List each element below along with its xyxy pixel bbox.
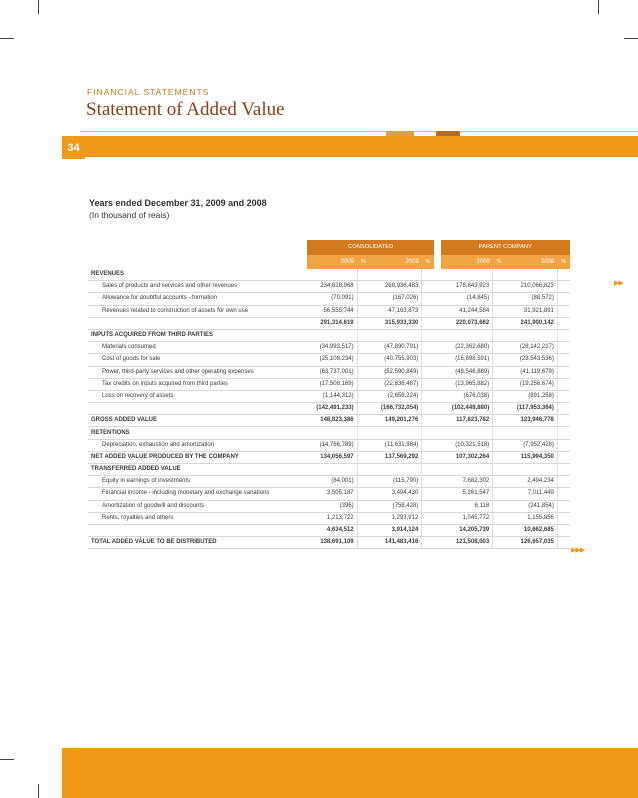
row-label	[88, 317, 307, 329]
value-cell: (34,993,517)	[307, 342, 357, 354]
value-cell: (25,108,234)	[307, 354, 357, 366]
value-cell: 3,505,187	[307, 488, 357, 500]
value-cell: (13,965,882)	[441, 378, 493, 390]
value-cell: 1,293,912	[370, 512, 422, 524]
percent-cell	[557, 378, 570, 390]
percent-cell	[493, 403, 506, 415]
footer-band	[62, 748, 638, 798]
percent-cell	[422, 476, 435, 488]
percent-cell	[557, 269, 570, 281]
percent-cell	[557, 451, 570, 463]
value-cell: 121,508,003	[441, 537, 493, 549]
table-row	[88, 366, 570, 378]
percent-cell	[557, 415, 570, 427]
percent-cell	[557, 281, 570, 293]
percent-cell	[422, 500, 435, 512]
year-header: 2009	[307, 255, 357, 269]
percent-cell	[357, 293, 370, 305]
percent-cell	[493, 329, 506, 341]
value-cell: 291,314,619	[307, 317, 357, 329]
percent-cell	[357, 439, 370, 451]
value-cell: (891,258)	[505, 390, 557, 402]
percent-cell	[557, 329, 570, 341]
value-cell	[505, 464, 557, 476]
table-row	[88, 378, 570, 390]
value-cell: (7,952,428)	[505, 439, 557, 451]
value-cell	[505, 269, 557, 281]
value-cell	[370, 464, 422, 476]
percent-cell	[357, 500, 370, 512]
value-cell: (48,546,889)	[441, 366, 493, 378]
percent-cell	[493, 464, 506, 476]
percent-cell	[422, 329, 435, 341]
value-cell: 10,662,685	[505, 524, 557, 536]
year-header-row	[88, 255, 570, 269]
table-row	[88, 415, 570, 427]
row-label: Rents, royalties and others	[88, 512, 307, 524]
value-cell: (102,449,880)	[441, 403, 493, 415]
row-label	[88, 524, 307, 536]
percent-cell	[493, 500, 506, 512]
percent-cell	[422, 403, 435, 415]
percent-cell	[557, 439, 570, 451]
table-row	[88, 317, 570, 329]
value-cell: (16,898,591)	[441, 354, 493, 366]
group-consolidated: CONSOLIDATED	[307, 240, 434, 255]
percent-cell	[422, 427, 435, 439]
percent-cell	[357, 281, 370, 293]
value-cell: 5,261,547	[441, 488, 493, 500]
value-cell: 234,828,968	[307, 281, 357, 293]
title-divider	[80, 131, 638, 132]
value-cell: 1,213,722	[307, 512, 357, 524]
value-cell: (1,144,312)	[307, 390, 357, 402]
table-row	[88, 439, 570, 451]
value-cell: (758,428)	[370, 500, 422, 512]
value-cell: (28,543,536)	[505, 354, 557, 366]
percent-header: %	[493, 255, 506, 269]
table-row	[88, 329, 570, 341]
value-cell: 241,900,142	[505, 317, 557, 329]
row-label	[88, 403, 307, 415]
row-label: REVENUES	[88, 269, 307, 281]
percent-cell	[493, 317, 506, 329]
row-label: Power, third-party services and other operating expenses	[88, 366, 307, 378]
percent-cell	[493, 342, 506, 354]
value-cell: (19,256,674)	[505, 378, 557, 390]
value-cell: 138,691,109	[307, 537, 357, 549]
percent-cell	[557, 500, 570, 512]
percent-cell	[557, 524, 570, 536]
value-cell: (117,953,364)	[505, 403, 557, 415]
percent-cell	[357, 451, 370, 463]
value-cell: (166,732,054)	[370, 403, 422, 415]
percent-cell	[422, 354, 435, 366]
percent-cell	[557, 354, 570, 366]
percent-cell	[493, 269, 506, 281]
percent-cell	[493, 439, 506, 451]
percent-cell	[422, 524, 435, 536]
row-label: TRANSFERRED ADDED VALUE	[88, 464, 307, 476]
percent-cell	[493, 488, 506, 500]
value-cell: 210,066,823	[505, 281, 557, 293]
percent-cell	[557, 390, 570, 402]
units-note: (In thousand of reais)	[89, 210, 170, 220]
value-cell: 3,494,430	[370, 488, 422, 500]
value-cell: (10,321,518)	[441, 439, 493, 451]
value-cell	[441, 329, 493, 341]
value-cell: 7,882,302	[441, 476, 493, 488]
percent-cell	[422, 464, 435, 476]
row-label: Cost of goods for sale	[88, 354, 307, 366]
percent-cell	[422, 366, 435, 378]
value-cell: (14,766,789)	[307, 439, 357, 451]
percent-cell	[557, 403, 570, 415]
percent-cell	[493, 415, 506, 427]
value-cell: (241,854)	[505, 500, 557, 512]
percent-cell	[357, 366, 370, 378]
percent-cell	[422, 317, 435, 329]
percent-cell	[493, 305, 506, 317]
percent-cell	[357, 269, 370, 281]
percent-cell	[493, 366, 506, 378]
table-row	[88, 281, 570, 293]
value-cell	[505, 427, 557, 439]
value-cell: 149,201,276	[370, 415, 422, 427]
row-label: Loss on recovery of assets	[88, 390, 307, 402]
percent-cell	[493, 451, 506, 463]
percent-cell	[493, 524, 506, 536]
percent-cell	[357, 354, 370, 366]
percent-cell	[557, 512, 570, 524]
table-row	[88, 537, 570, 549]
value-cell: 3,914,124	[370, 524, 422, 536]
value-cell: (11,631,984)	[370, 439, 422, 451]
percent-cell	[422, 488, 435, 500]
value-cell	[441, 427, 493, 439]
percent-cell	[357, 317, 370, 329]
percent-cell	[357, 512, 370, 524]
row-label: Tax credits on inputs acquired from third parties	[88, 378, 307, 390]
percent-cell	[422, 342, 435, 354]
percent-cell	[357, 390, 370, 402]
value-cell: 31,921,891	[505, 305, 557, 317]
value-cell: 117,623,782	[441, 415, 493, 427]
value-cell	[505, 329, 557, 341]
value-cell: (47,890,791)	[370, 342, 422, 354]
value-cell: (167,026)	[370, 293, 422, 305]
percent-cell	[422, 439, 435, 451]
percent-cell	[422, 390, 435, 402]
percent-cell	[557, 476, 570, 488]
crop-mark	[0, 759, 14, 760]
page-title: Statement of Added Value	[86, 99, 285, 120]
percent-header: %	[422, 255, 435, 269]
value-cell: (22,362,680)	[441, 342, 493, 354]
value-cell	[307, 269, 357, 281]
year-header: 2008	[505, 255, 557, 269]
value-cell: (52,590,849)	[370, 366, 422, 378]
value-cell: 268,936,483	[370, 281, 422, 293]
percent-cell	[557, 293, 570, 305]
percent-cell	[557, 464, 570, 476]
percent-cell	[557, 305, 570, 317]
row-label: NET ADDED VALUE PRODUCED BY THE COMPANY	[88, 451, 307, 463]
year-header: 2009	[441, 255, 493, 269]
value-cell	[441, 464, 493, 476]
statement-table	[88, 240, 570, 549]
row-label: Materials consumed	[88, 342, 307, 354]
percent-cell	[493, 512, 506, 524]
row-label: Depreciation, exhaustion and amortization	[88, 439, 307, 451]
percent-cell	[493, 476, 506, 488]
value-cell: (2,658,224)	[370, 390, 422, 402]
row-label: GROSS ADDED VALUE	[88, 415, 307, 427]
value-cell: 137,569,292	[370, 451, 422, 463]
crop-mark	[624, 38, 638, 39]
value-cell: (70,091)	[307, 293, 357, 305]
value-cell: 6,118	[441, 500, 493, 512]
value-cell: 178,843,923	[441, 281, 493, 293]
header-band	[85, 136, 638, 157]
percent-cell	[357, 403, 370, 415]
table-row	[88, 512, 570, 524]
value-cell: (17,508,169)	[307, 378, 357, 390]
percent-header: %	[357, 255, 370, 269]
value-cell	[370, 427, 422, 439]
value-cell	[370, 329, 422, 341]
group-header-row	[88, 240, 570, 255]
percent-cell	[357, 329, 370, 341]
value-cell: (14,845)	[441, 293, 493, 305]
percent-cell	[422, 512, 435, 524]
row-label: TOTAL ADDED VALUE TO BE DISTRIBUTED	[88, 537, 307, 549]
table-row	[88, 293, 570, 305]
percent-cell	[493, 378, 506, 390]
value-cell: 115,994,350	[505, 451, 557, 463]
value-cell	[370, 269, 422, 281]
row-label: Revenues related to construction of assets for own use	[88, 305, 307, 317]
table-row	[88, 269, 570, 281]
percent-cell	[422, 537, 435, 549]
percent-cell	[493, 281, 506, 293]
percent-cell	[357, 476, 370, 488]
table-row	[88, 354, 570, 366]
percent-cell	[493, 537, 506, 549]
value-cell: (142,491,233)	[307, 403, 357, 415]
percent-cell	[357, 464, 370, 476]
percent-cell	[493, 390, 506, 402]
percent-header: %	[557, 255, 570, 269]
row-label: INPUTS ACQUIRED FROM THIRD PARTIES	[88, 329, 307, 341]
value-cell	[441, 269, 493, 281]
percent-cell	[357, 524, 370, 536]
percent-cell	[357, 342, 370, 354]
year-header: 2008	[370, 255, 422, 269]
table-row	[88, 427, 570, 439]
percent-cell	[557, 317, 570, 329]
value-cell: 1,045,772	[441, 512, 493, 524]
percent-cell	[357, 488, 370, 500]
percent-cell	[422, 269, 435, 281]
table-row	[88, 390, 570, 402]
crop-mark	[38, 784, 39, 798]
value-cell: (115,790)	[370, 476, 422, 488]
percent-cell	[422, 378, 435, 390]
value-cell: (63,737,001)	[307, 366, 357, 378]
period-heading: Years ended December 31, 2009 and 2008	[89, 198, 267, 208]
crop-mark	[598, 0, 599, 14]
percent-cell	[557, 427, 570, 439]
value-cell: 1,155,856	[505, 512, 557, 524]
page-number: 34	[62, 136, 85, 159]
value-cell: 2,494,234	[505, 476, 557, 488]
percent-cell	[493, 354, 506, 366]
percent-cell	[557, 488, 570, 500]
value-cell	[307, 329, 357, 341]
value-cell: 107,302,264	[441, 451, 493, 463]
value-cell: (28,142,217)	[505, 342, 557, 354]
table-row	[88, 342, 570, 354]
row-label: Equity in earnings of investments	[88, 476, 307, 488]
table-row	[88, 476, 570, 488]
table-row	[88, 524, 570, 536]
percent-cell	[557, 537, 570, 549]
row-label: Amortization of goodwill and discounts	[88, 500, 307, 512]
value-cell: (88,572)	[505, 293, 557, 305]
value-cell: 4,634,512	[307, 524, 357, 536]
percent-cell	[493, 427, 506, 439]
continue-arrow-icon: ▶▶▶	[571, 547, 585, 554]
table-row	[88, 403, 570, 415]
table-row	[88, 305, 570, 317]
crop-mark	[38, 0, 39, 14]
percent-cell	[422, 451, 435, 463]
value-cell: (396)	[307, 500, 357, 512]
value-cell: 123,946,778	[505, 415, 557, 427]
percent-cell	[422, 305, 435, 317]
value-cell: (41,119,679)	[505, 366, 557, 378]
percent-cell	[493, 293, 506, 305]
value-cell: 14,205,739	[441, 524, 493, 536]
percent-cell	[357, 378, 370, 390]
row-label: Sales of products and services and other revenues	[88, 281, 307, 293]
row-label: RETENTIONS	[88, 427, 307, 439]
value-cell: 141,483,416	[370, 537, 422, 549]
value-cell: 148,823,386	[307, 415, 357, 427]
value-cell: (676,038)	[441, 390, 493, 402]
table-row	[88, 488, 570, 500]
value-cell: (22,836,487)	[370, 378, 422, 390]
crop-mark	[0, 38, 14, 39]
percent-cell	[357, 427, 370, 439]
next-arrow-icon: ▶▶	[614, 280, 623, 287]
value-cell: (84,001)	[307, 476, 357, 488]
table-row	[88, 464, 570, 476]
table-row	[88, 451, 570, 463]
row-label: Financial income - including monetary and exchange variations	[88, 488, 307, 500]
percent-cell	[422, 293, 435, 305]
table-row	[88, 500, 570, 512]
value-cell: (40,755,903)	[370, 354, 422, 366]
value-cell: 47,163,873	[370, 305, 422, 317]
value-cell: 7,011,449	[505, 488, 557, 500]
percent-cell	[422, 281, 435, 293]
percent-cell	[357, 305, 370, 317]
percent-cell	[357, 415, 370, 427]
group-parent-company: PARENT COMPANY	[441, 240, 570, 255]
value-cell: 220,073,662	[441, 317, 493, 329]
value-cell: 315,933,330	[370, 317, 422, 329]
percent-cell	[422, 415, 435, 427]
value-cell: 41,244,584	[441, 305, 493, 317]
percent-cell	[557, 366, 570, 378]
percent-cell	[357, 537, 370, 549]
value-cell: 56,555,744	[307, 305, 357, 317]
value-cell: 126,657,035	[505, 537, 557, 549]
section-label: FINANCIAL STATEMENTS	[87, 87, 210, 97]
row-label: Allowance for doubtful accounts - formation	[88, 293, 307, 305]
value-cell	[307, 427, 357, 439]
value-cell	[307, 464, 357, 476]
percent-cell	[557, 342, 570, 354]
value-cell: 134,056,597	[307, 451, 357, 463]
